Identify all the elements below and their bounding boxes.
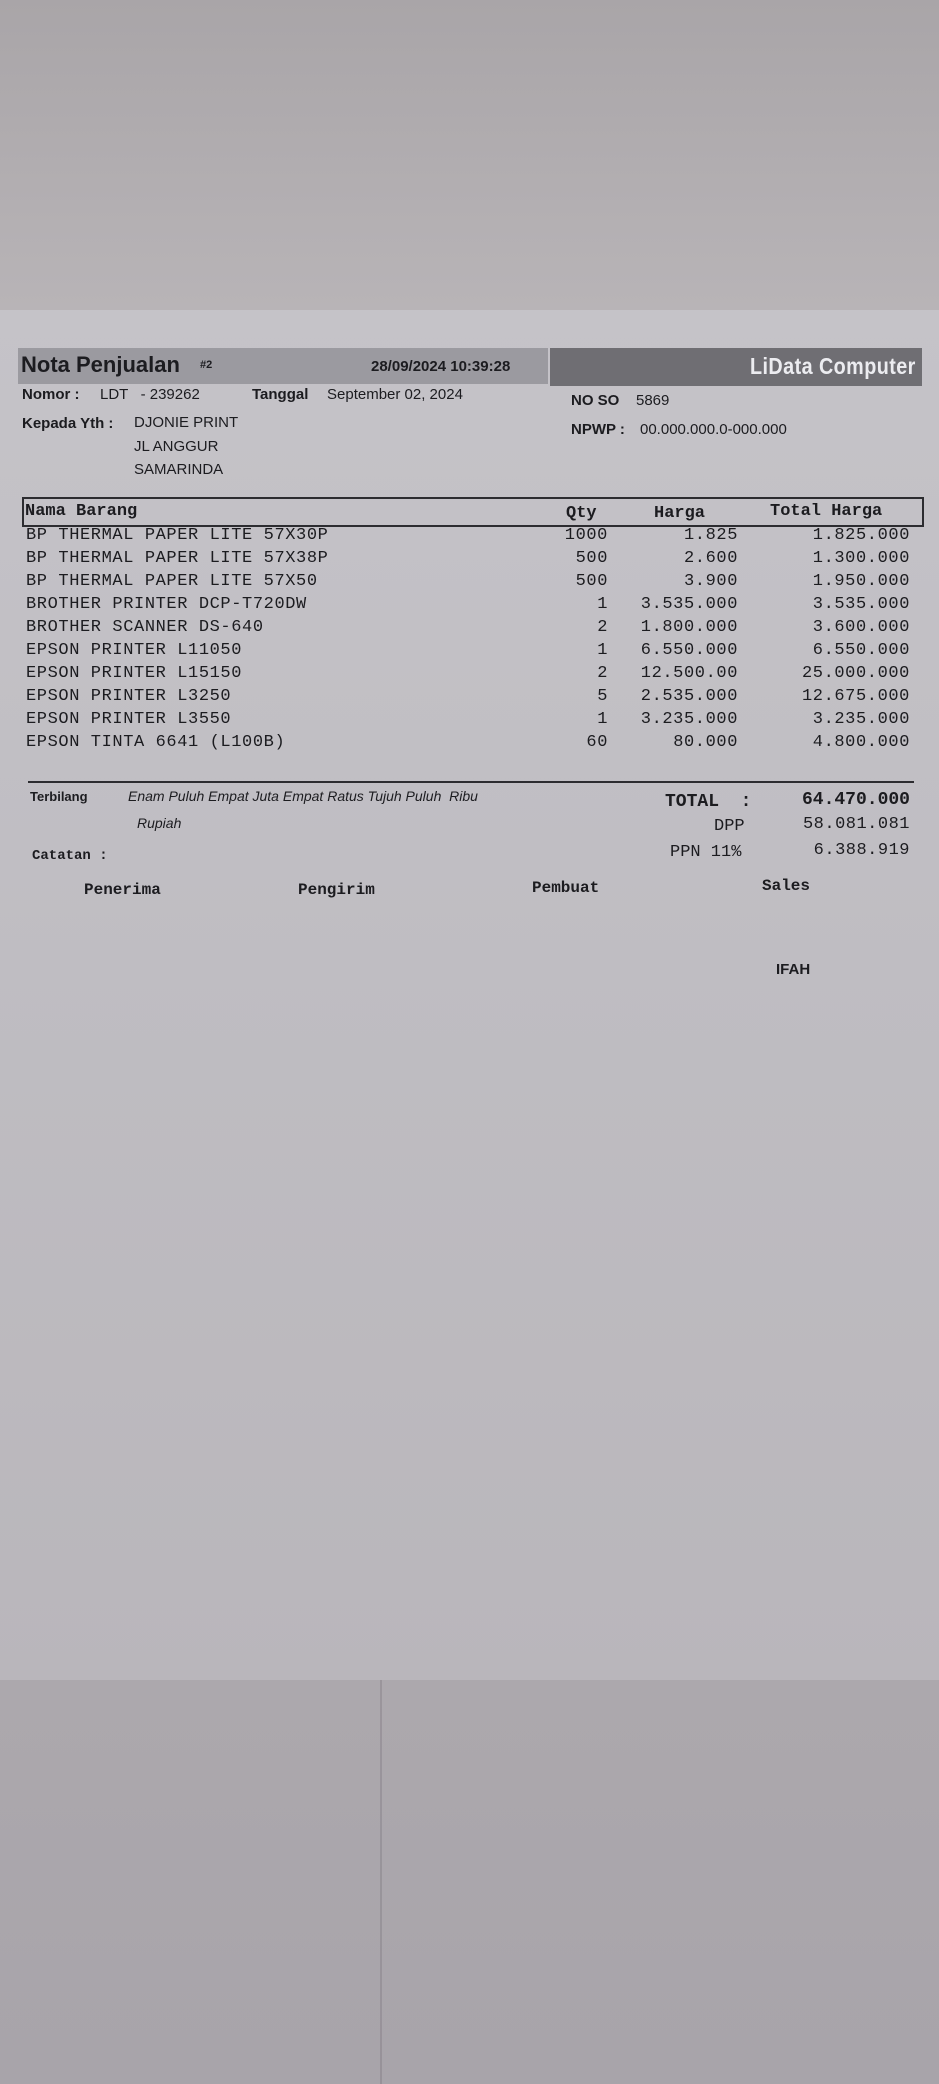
terbilang-label: Terbilang	[30, 789, 88, 804]
col-header-price: Harga	[654, 504, 706, 523]
item-qty: 5	[597, 687, 608, 706]
brand-logo: LiData Computer	[750, 353, 916, 379]
item-name: EPSON PRINTER L15150	[26, 664, 243, 683]
item-name: BP THERMAL PAPER LITE 57X30P	[26, 526, 329, 545]
total-value: 64.470.000	[801, 790, 910, 810]
item-name: BROTHER SCANNER DS-640	[26, 618, 264, 637]
terbilang-line-1: Enam Puluh Empat Juta Empat Ratus Tujuh Puluh Ribu	[128, 788, 478, 804]
nomor-label: Nomor :	[22, 386, 80, 403]
catatan-label: Catatan :	[32, 848, 108, 864]
table-bottom-rule	[28, 781, 914, 783]
item-price: 3.900	[683, 572, 738, 591]
npwp-value: 00.000.000.0-000.000	[640, 421, 787, 438]
item-price: 12.500.00	[640, 664, 738, 683]
tanggal-label: Tanggal	[252, 386, 309, 403]
invoice-code: #2	[200, 359, 213, 371]
dpp-label: DPP	[714, 817, 745, 836]
item-total: 3.235.000	[812, 710, 910, 729]
item-price: 1.800.000	[640, 618, 738, 637]
no-so-value: 5869	[636, 392, 670, 409]
item-qty: 1000	[564, 526, 608, 545]
nomor-value: LDT - 239262	[100, 386, 200, 403]
customer-city: SAMARINDA	[134, 461, 224, 478]
col-header-total: Total Harga	[770, 502, 883, 521]
no-so-label: NO SO	[571, 392, 620, 409]
item-qty: 60	[586, 733, 608, 752]
item-price: 2.600	[683, 549, 738, 568]
customer-street: JL ANGGUR	[134, 438, 219, 455]
paper-fold-line	[380, 1680, 382, 2084]
signature-pembuat: Pembuat	[532, 879, 600, 897]
terbilang-line-2: Rupiah	[137, 815, 182, 831]
item-name: BP THERMAL PAPER LITE 57X38P	[26, 549, 329, 568]
item-price: 1.825	[683, 526, 738, 545]
item-total: 1.825.000	[812, 526, 910, 545]
item-total: 6.550.000	[812, 641, 910, 660]
item-name: EPSON TINTA 6641 (L100B)	[26, 733, 286, 752]
item-price: 3.535.000	[640, 595, 738, 614]
item-total: 4.800.000	[812, 733, 910, 752]
col-header-qty: Qty	[566, 504, 597, 523]
col-header-name: Nama Barang	[25, 502, 138, 521]
item-total: 3.600.000	[812, 618, 910, 637]
signature-pengirim: Pengirim	[298, 881, 375, 899]
item-price: 3.235.000	[640, 710, 738, 729]
item-name: EPSON PRINTER L3550	[26, 710, 232, 729]
sales-name: IFAH	[776, 961, 811, 978]
item-qty: 2	[597, 618, 608, 637]
item-name: BP THERMAL PAPER LITE 57X50	[26, 572, 318, 591]
item-qty: 1	[597, 595, 608, 614]
background-top	[0, 0, 939, 310]
item-total: 3.535.000	[812, 595, 910, 614]
item-price: 80.000	[673, 733, 738, 752]
item-total: 1.300.000	[812, 549, 910, 568]
ppn-value: 6.388.919	[813, 841, 910, 860]
npwp-label: NPWP :	[571, 421, 625, 438]
tanggal-value: September 02, 2024	[327, 386, 463, 403]
kepada-label: Kepada Yth :	[22, 415, 114, 432]
item-total: 12.675.000	[801, 687, 910, 706]
item-name: EPSON PRINTER L3250	[26, 687, 232, 706]
item-qty: 500	[575, 549, 608, 568]
invoice-title: Nota Penjualan	[21, 352, 180, 377]
signature-penerima: Penerima	[84, 881, 161, 899]
brand-bar	[550, 348, 922, 386]
item-qty: 500	[575, 572, 608, 591]
background-bottom	[0, 1680, 939, 2084]
item-total: 1.950.000	[812, 572, 910, 591]
dpp-value: 58.081.081	[802, 815, 910, 834]
item-price: 2.535.000	[640, 687, 738, 706]
item-price: 6.550.000	[640, 641, 738, 660]
customer-name: DJONIE PRINT	[134, 414, 239, 431]
item-name: BROTHER PRINTER DCP-T720DW	[26, 595, 307, 614]
total-label: TOTAL :	[665, 792, 752, 812]
signature-sales: Sales	[762, 877, 811, 895]
item-name: EPSON PRINTER L11050	[26, 641, 243, 660]
item-qty: 1	[597, 641, 608, 660]
item-qty: 1	[597, 710, 608, 729]
ppn-label: PPN 11%	[670, 843, 742, 862]
item-total: 25.000.000	[801, 664, 910, 683]
item-qty: 2	[597, 664, 608, 683]
printed-timestamp: 28/09/2024 10:39:28	[371, 358, 511, 375]
